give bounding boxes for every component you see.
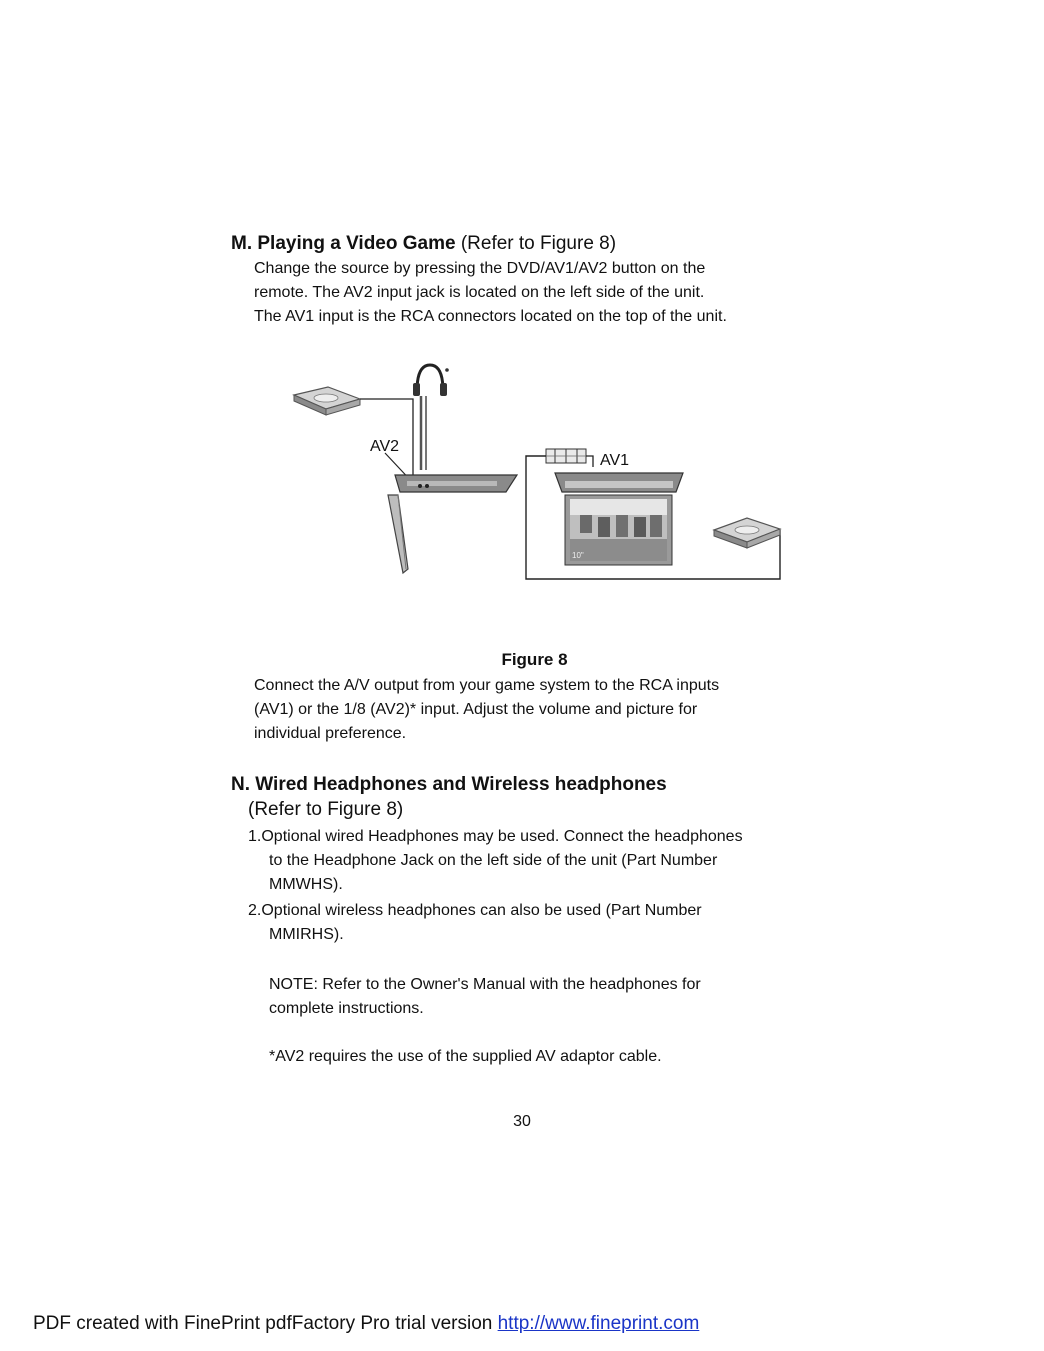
- label-av2: AV2: [370, 438, 400, 455]
- section-n-note: [269, 973, 809, 1021]
- pdf-footer: [33, 1313, 699, 1335]
- after-figure-line: Connect the A/V output from your game system to the RCA inputs: [254, 677, 720, 694]
- game-console-right: [714, 518, 780, 548]
- note-line: complete instructions.: [269, 1000, 424, 1017]
- section-n-item-2: [248, 899, 815, 947]
- rca-pointer: [586, 456, 593, 467]
- screen-size-label: 10": [572, 551, 584, 560]
- section-n-heading: N. Wired Headphones and Wireless headphones: [231, 774, 667, 795]
- item-2-line: 2.Optional wireless headphones can also be used (Part Number: [248, 902, 702, 919]
- monitor-front-view: [555, 473, 683, 565]
- label-av1: AV1: [600, 452, 630, 469]
- section-m-heading-ref: (Refer to Figure 8): [455, 233, 617, 254]
- figure-8-diagram: [280, 355, 800, 590]
- item-1-line: MMWHS).: [269, 876, 343, 893]
- figure-caption: Figure 8: [501, 650, 568, 669]
- section-m-line: The AV1 input is the RCA connectors located on the top of the unit.: [254, 308, 727, 325]
- item-1-line: 1.Optional wired Headphones may be used. Connect the headphones: [248, 828, 743, 845]
- after-figure-line: (AV1) or the 1/8 (AV2)* input. Adjust the volume and picture for: [254, 701, 698, 718]
- footnote: *AV2 requires the use of the supplied AV adaptor cable.: [269, 1048, 662, 1065]
- item-1-line: to the Headphone Jack on the left side of the unit (Part Number: [269, 852, 718, 869]
- rca-connectors-icon: [546, 449, 586, 463]
- note-line: NOTE: Refer to the Owner's Manual with the headphones for: [269, 976, 701, 993]
- item-2-line: MMIRHS).: [269, 926, 344, 943]
- after-figure-line: individual preference.: [254, 725, 407, 742]
- section-n-item-1: [248, 825, 815, 897]
- headphones-icon: [413, 365, 449, 396]
- footer-text: PDF created with FinePrint pdfFactory Pro trial version: [33, 1313, 498, 1334]
- after-figure-body: [254, 674, 814, 746]
- section-m-heading-bold: M. Playing a Video Game: [231, 233, 456, 254]
- section-m-line: remote. The AV2 input jack is located on the left side of the unit.: [254, 284, 705, 301]
- monitor-side-view: [388, 475, 517, 573]
- game-console-left: [294, 387, 360, 415]
- page-number: 30: [513, 1113, 531, 1130]
- section-n-subheading: (Refer to Figure 8): [248, 799, 404, 820]
- section-m-heading: [231, 233, 616, 255]
- footer-link[interactable]: http://www.fineprint.com: [497, 1313, 700, 1334]
- section-m-line: Change the source by pressing the DVD/AV1/AV2 button on the: [254, 260, 706, 277]
- section-m-body: [254, 257, 824, 329]
